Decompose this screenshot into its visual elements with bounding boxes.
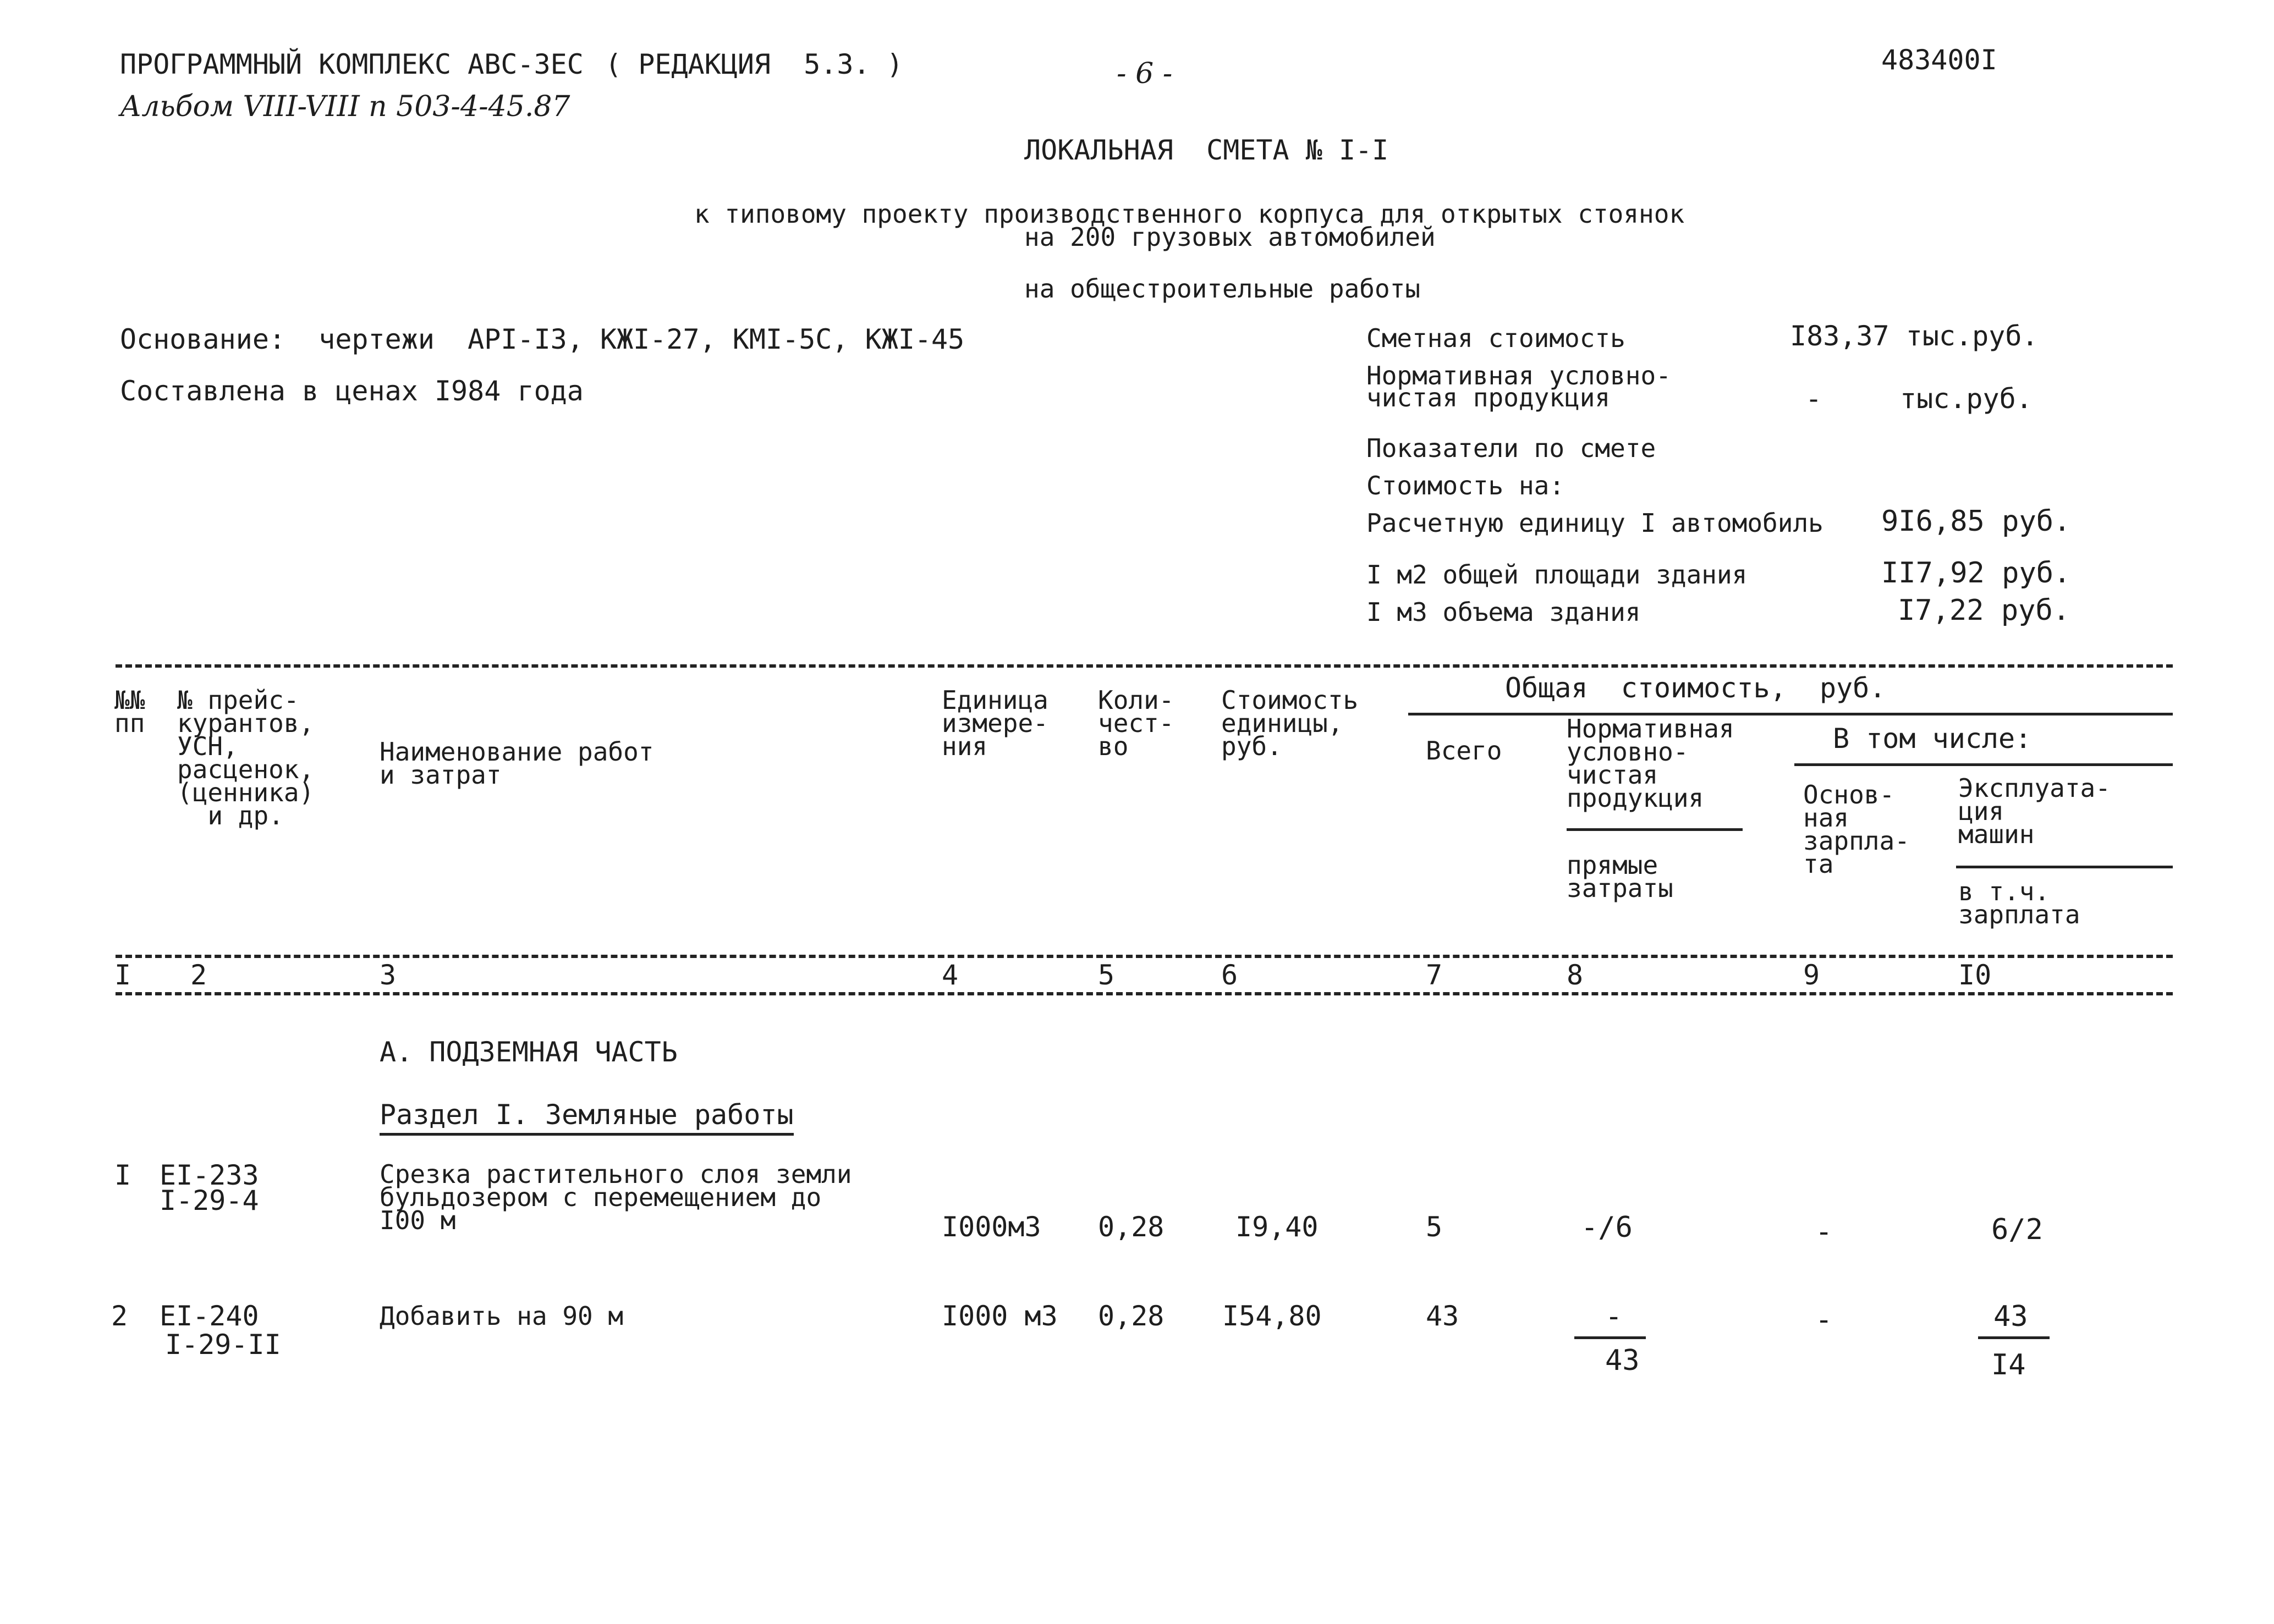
cost-per-label: Стоимость на: (1366, 471, 1565, 500)
header-work-name: Наименование работ и затрат (380, 737, 654, 790)
basis-drawings: Основание: чертежи АРI-I3, КЖI-27, КМI-5С, КЖI-45 (120, 323, 965, 355)
row-2-machines-salary: I4 (1991, 1348, 2026, 1381)
row-1-work-name: Срезка растительного слоя земли бульдозером с перемещением до I00 м (380, 1159, 852, 1235)
column-number-4: 4 (942, 959, 959, 991)
column-number-3: 3 (380, 959, 397, 991)
row-1-base-salary: - (1815, 1215, 1833, 1248)
row-2-base-salary: - (1815, 1303, 1833, 1336)
row-2-unit: I000 м3 (942, 1300, 1058, 1332)
per-volume-value: I7,22 руб. (1898, 594, 2070, 627)
works-type: на общестроительные работы (1024, 274, 1421, 304)
per-vehicle-value: 9I6,85 руб. (1881, 505, 2071, 538)
column-number-9: 9 (1803, 959, 1820, 991)
row-2-direct-costs: 43 (1605, 1344, 1640, 1377)
row-1-number: I (114, 1159, 131, 1191)
page-number: - 6 - (1117, 57, 1173, 90)
row-1-normative: -/6 (1581, 1211, 1633, 1244)
row-2-machines-fraction-bar (1978, 1336, 2050, 1339)
header-unit-cost: Стоимость единицы, руб. (1221, 685, 1359, 761)
estimate-subtitle-line1: к типовому проекту производственного корпуса для открытых стоянок (694, 199, 1685, 229)
row-1-unit: I000м3 (942, 1211, 1041, 1243)
row-2-unit-cost: I54,80 (1222, 1300, 1322, 1332)
header-row-number: №№ пп (114, 685, 145, 738)
header-including: В том числе: (1833, 723, 2032, 755)
normative-label-2: чистая продукция (1366, 383, 1611, 412)
album-handwritten-note: Альбом VIII-VIII п 503-4-45.87 (120, 90, 570, 123)
edition: ( РЕДАКЦИЯ 5.3. ) (605, 48, 903, 80)
section-title: Раздел I. Земляные работы (380, 1101, 794, 1136)
row-1-unit-cost: I9,40 (1235, 1211, 1319, 1243)
header-incl-salary: в т.ч. зарплата (1958, 877, 2080, 929)
header-base-salary: Основ- ная зарпла- та (1803, 780, 1910, 879)
column-number-5: 5 (1098, 959, 1115, 991)
column-number-10: I0 (1958, 959, 1992, 991)
per-area-label: I м2 общей площади здания (1366, 560, 1748, 590)
row-1-total: 5 (1426, 1211, 1443, 1243)
header-unit: Единица измере- ния (942, 685, 1048, 761)
c8-split-rule (1567, 828, 1743, 831)
header-machine-operation: Эксплуата- ция машин (1958, 773, 2111, 849)
row-2-work-name: Добавить на 90 м (380, 1301, 624, 1331)
row-1-quantity: 0,28 (1098, 1211, 1165, 1243)
program-name: ПРОГРАММНЫЙ КОМПЛЕКС АВС-ЗЕС (120, 48, 584, 80)
row-2-normative-fraction-bar (1574, 1336, 1646, 1339)
header-normative-product: Нормативная условно- чистая продукция (1567, 714, 1734, 813)
column-number-6: 6 (1221, 959, 1238, 991)
row-1-code-2: I-29-4 (160, 1185, 259, 1216)
row-1-code-1: ЕI-233 (160, 1159, 259, 1191)
header-total-cost-group: Общая стоимость, руб. (1505, 672, 1886, 704)
per-volume-label: I м3 объема здания (1366, 597, 1641, 627)
row-2-quantity: 0,28 (1098, 1300, 1165, 1332)
normative-label-1: Нормативная условно- (1366, 361, 1671, 390)
total-group-rule (1408, 713, 2173, 715)
column-number-7: 7 (1426, 959, 1443, 991)
indicators-label: Показатели по смете (1366, 433, 1656, 463)
estimated-cost-value: I83,37 тыс.руб. (1790, 320, 2039, 352)
including-rule (1794, 763, 2173, 766)
normative-value: - (1805, 383, 1822, 415)
row-2-number: 2 (111, 1300, 128, 1332)
header-bottom-rule (116, 955, 2173, 958)
row-2-total: 43 (1426, 1300, 1459, 1332)
row-2-machines: 43 (1993, 1300, 2028, 1333)
header-quantity: Коли- чест- во (1098, 685, 1174, 761)
row-2-code-1: ЕI-240 (160, 1300, 259, 1332)
column-number-2: 2 (190, 959, 207, 991)
header-total: Всего (1426, 736, 1502, 766)
row-2-normative-numerator: - (1605, 1300, 1623, 1333)
normative-unit: тыс.руб. (1900, 383, 2033, 415)
price-level: Составлена в ценах I984 года (120, 375, 584, 407)
part-title: А. ПОДЗЕМНАЯ ЧАСТЬ (380, 1036, 678, 1068)
column-number-8: 8 (1567, 959, 1584, 991)
document-code: 483400I (1881, 44, 1997, 76)
table-top-rule (116, 664, 2173, 668)
estimate-title: ЛОКАЛЬНАЯ СМЕТА № I-I (1024, 134, 1389, 166)
row-1-machines: 6/2 (1991, 1213, 2043, 1246)
per-area-value: II7,92 руб. (1881, 557, 2071, 590)
row-2-code-2: I-29-II (165, 1329, 281, 1361)
estimated-cost-label: Сметная стоимость (1366, 323, 1625, 353)
per-vehicle-label: Расчетную единицу I автомобиль (1366, 508, 1823, 538)
c10-split-rule (1956, 866, 2173, 868)
header-direct-costs: прямые затраты (1567, 850, 1673, 903)
column-number-1: I (114, 959, 131, 991)
header-price-list: № прейс- курантов, УСН, расценок, (ценника) и др. (177, 685, 315, 830)
column-numbers-rule (116, 992, 2173, 995)
estimate-subtitle-line2: на 200 грузовых автомобилей (1024, 222, 1436, 252)
